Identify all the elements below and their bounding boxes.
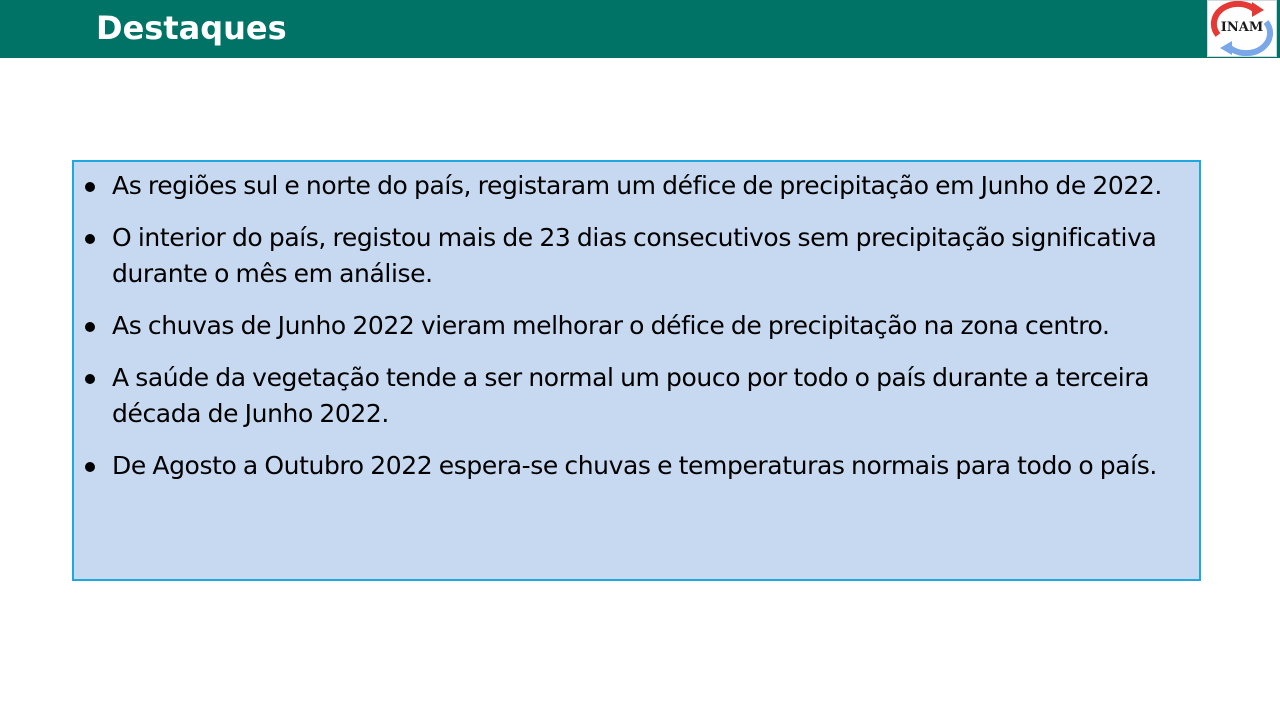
list-item bbox=[74, 220, 1194, 292]
list-item-text: De Agosto a Outubro 2022 espera-se chuvas e temperaturas normais para todo o país. bbox=[112, 451, 1157, 480]
inam-logo bbox=[1207, 0, 1277, 57]
bullet-icon bbox=[85, 182, 95, 192]
list-item bbox=[74, 448, 1194, 484]
list-item bbox=[74, 360, 1194, 432]
bullet-icon bbox=[85, 374, 95, 384]
bullet-icon bbox=[85, 322, 95, 332]
title-bar bbox=[0, 0, 1280, 58]
slide-title: Destaques bbox=[96, 9, 287, 47]
list-item bbox=[74, 308, 1194, 344]
bullet-icon bbox=[85, 234, 95, 244]
logo-text: INAM bbox=[1220, 20, 1264, 35]
list-item-text: As regiões sul e norte do país, registaram um défice de precipitação em Junho de 2022. bbox=[112, 171, 1162, 200]
list-item-text: As chuvas de Junho 2022 vieram melhorar o défice de precipitação na zona centro. bbox=[112, 311, 1110, 340]
bullet-icon bbox=[85, 462, 95, 472]
list-item bbox=[74, 168, 1194, 204]
highlights-list bbox=[74, 168, 1194, 500]
highlights-box bbox=[72, 160, 1201, 581]
list-item-text: O interior do país, registou mais de 23 dias consecutivos sem precipitação significativa durante o mês em análise. bbox=[112, 223, 1157, 288]
list-item-text: A saúde da vegetação tende a ser normal um pouco por todo o país durante a terceira década de Junho 2022. bbox=[112, 363, 1150, 428]
